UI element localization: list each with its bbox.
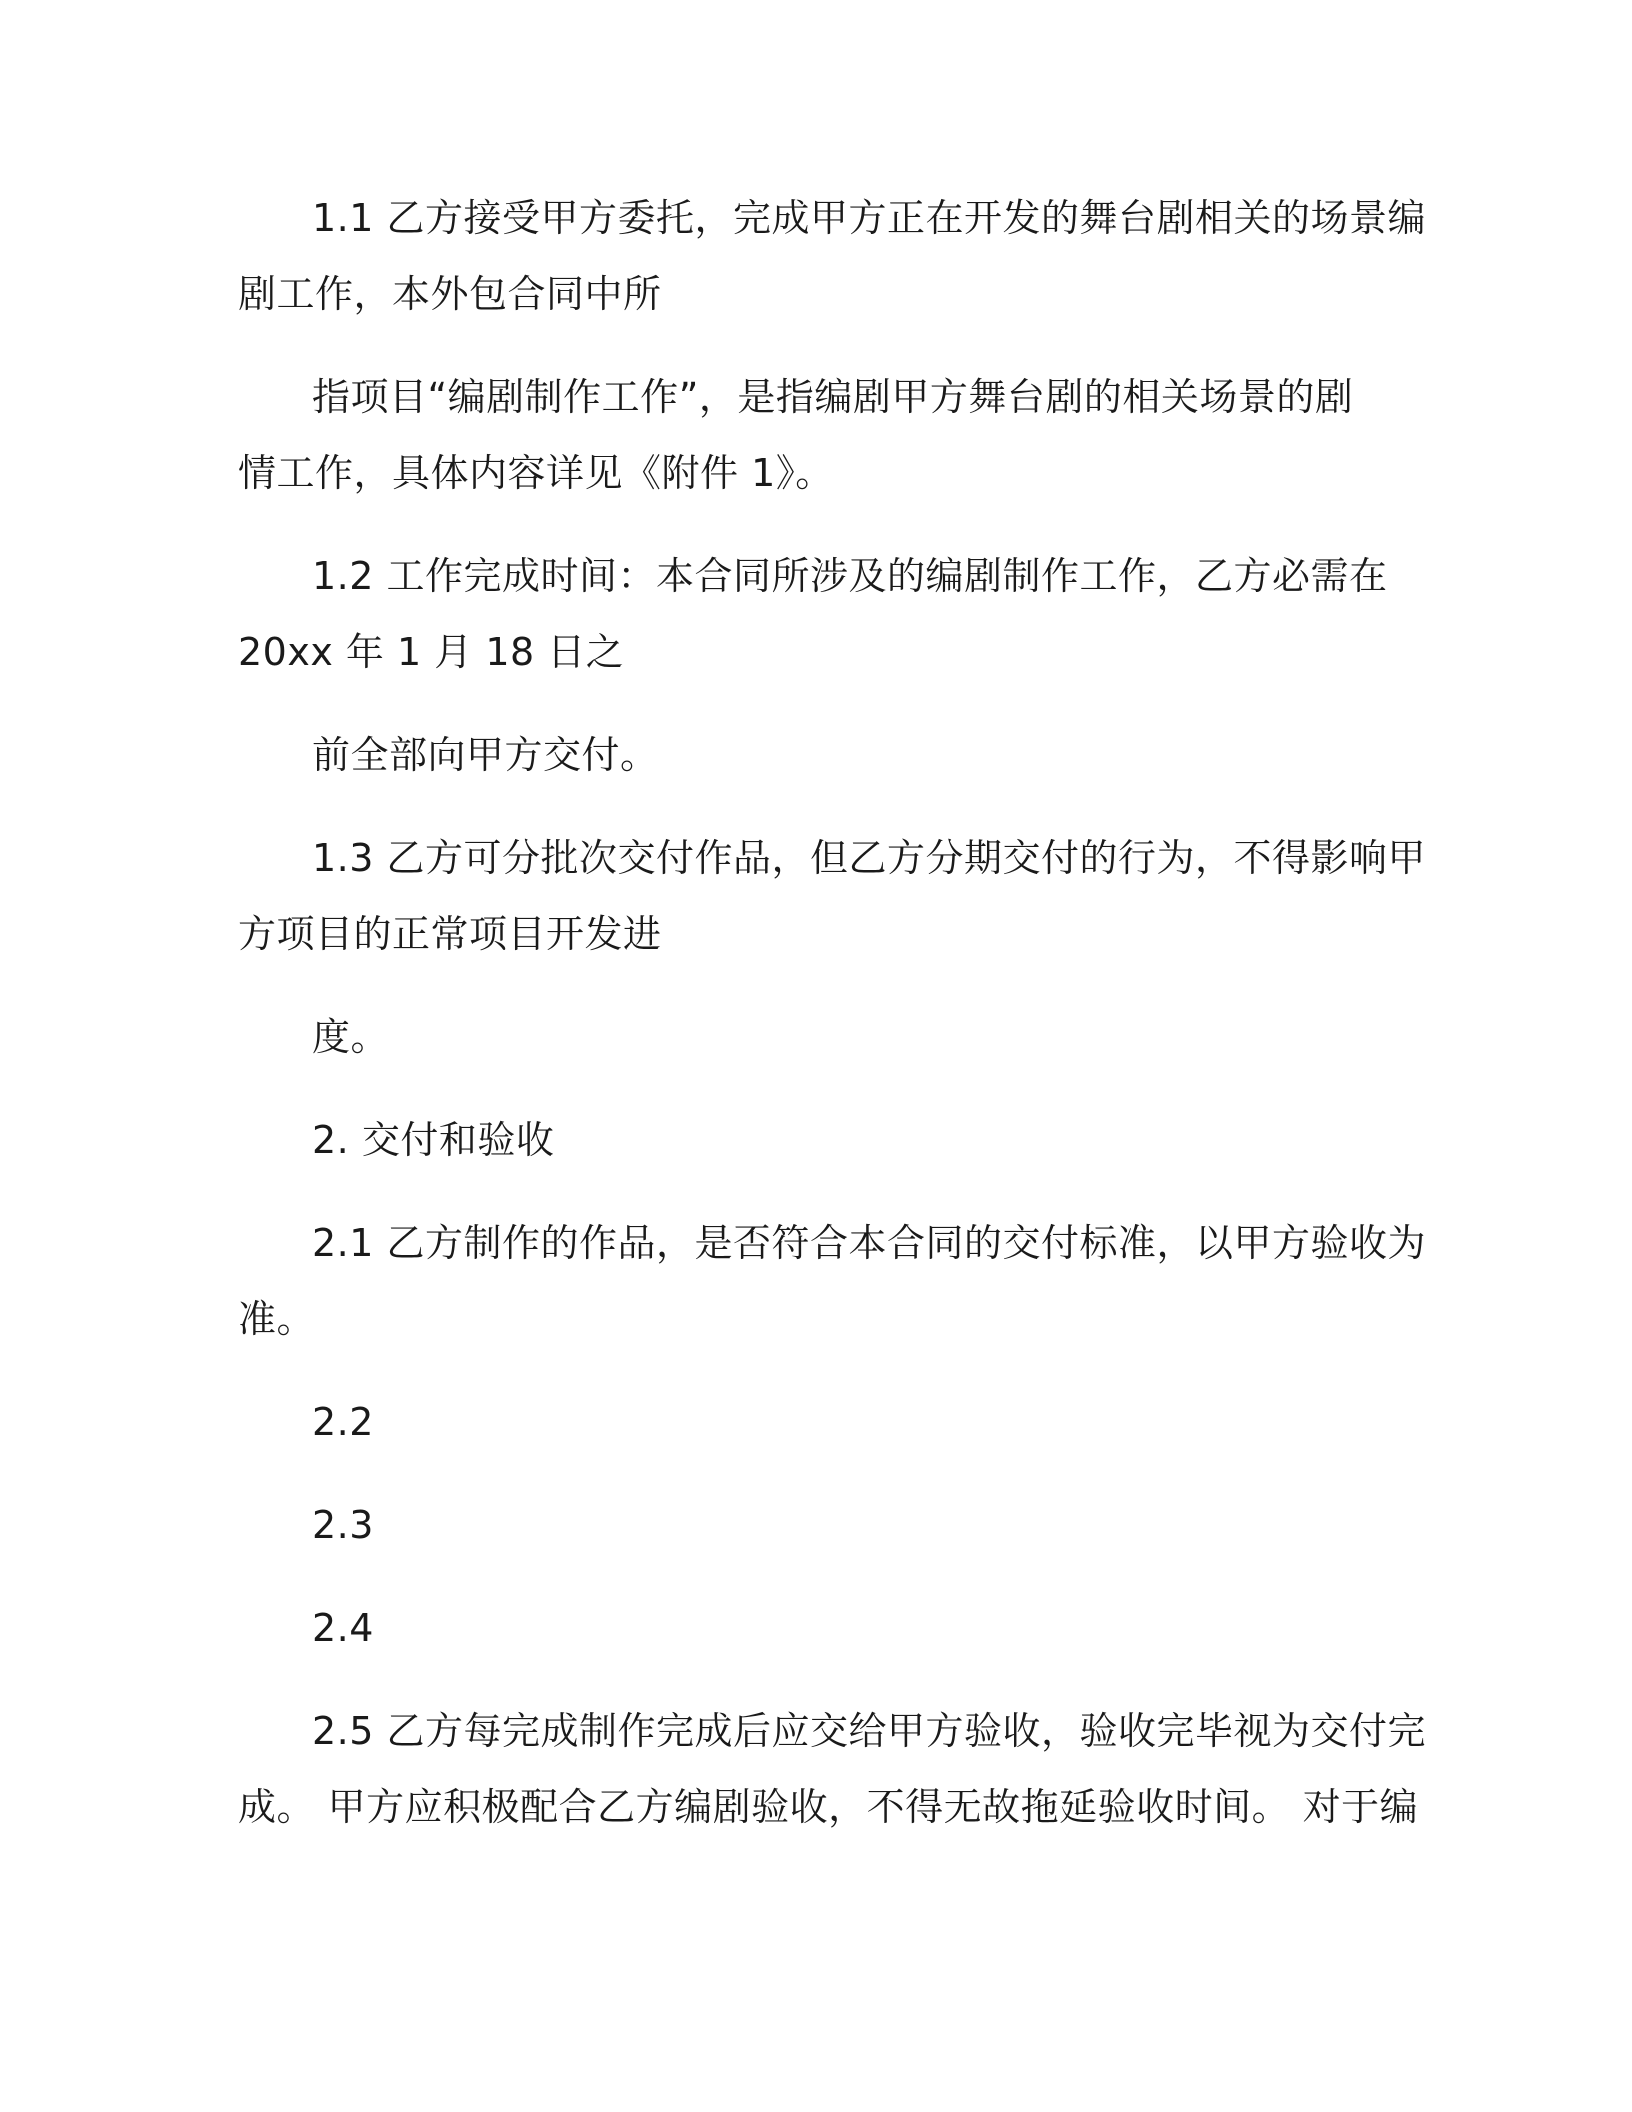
clause-2-1-line-1: 2.1 乙方制作的作品，是否符合本合同的交付标准，以甲方验收为 [312, 1221, 1427, 1265]
clause-1-1-line-1: 1.1 乙方接受甲方委托，完成甲方正在开发的舞台剧相关的场景编 [312, 196, 1427, 240]
clause-1-3-line-2: 方项目的正常项目开发进 [238, 912, 662, 956]
clause-1-3-line-1: 1.3 乙方可分批次交付作品，但乙方分期交付的行为，不得影响甲 [312, 836, 1427, 880]
clause-2-4: 2.4 [312, 1606, 374, 1650]
clause-1-1-line-2: 剧工作，本外包合同中所 [238, 272, 662, 316]
clause-2-2: 2.2 [312, 1400, 374, 1444]
clause-2-3: 2.3 [312, 1503, 374, 1547]
clause-1-2-line-1: 1.2 工作完成时间：本合同所涉及的编剧制作工作，乙方必需在 [312, 554, 1388, 598]
section-2-heading: 2. 交付和验收 [312, 1118, 555, 1162]
clause-1-1-line-4: 情工作，具体内容详见《附件 1》。 [238, 451, 834, 495]
clause-1-2-line-3: 前全部向甲方交付。 [312, 733, 659, 777]
clause-1-3-line-3: 度。 [312, 1015, 390, 1059]
clause-2-5-line-1: 2.5 乙方每完成制作完成后应交给甲方验收，验收完毕视为交付完 [312, 1709, 1427, 1753]
clause-1-1-line-3: 指项目“编剧制作工作”，是指编剧甲方舞台剧的相关场景的剧 [312, 375, 1354, 419]
clause-2-1-line-2: 准。 [238, 1297, 316, 1341]
clause-2-5-line-2: 成。 甲方应积极配合乙方编剧验收，不得无故拖延验收时间。 对于编 [238, 1785, 1419, 1829]
clause-1-2-line-2: 20xx 年 1 月 18 日之 [238, 630, 625, 674]
